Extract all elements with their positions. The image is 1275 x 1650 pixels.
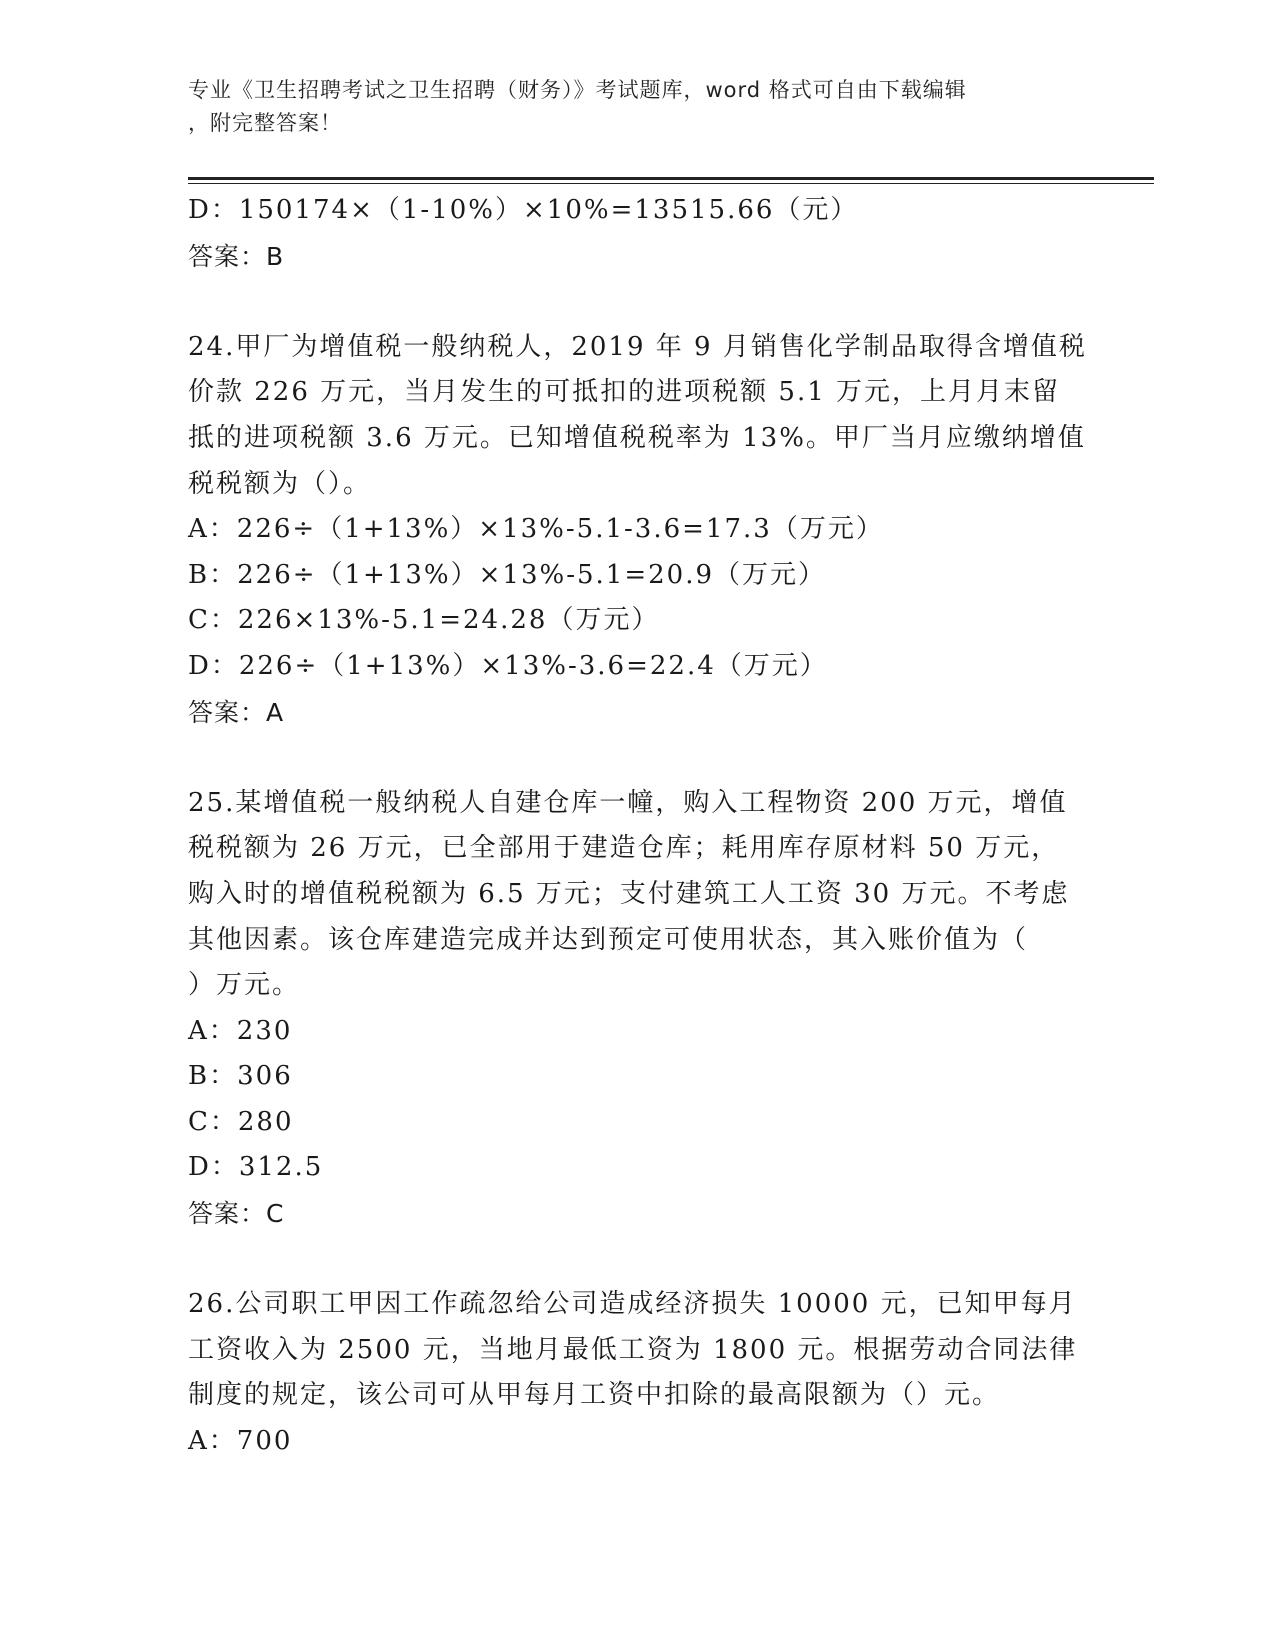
question-text-line: 制度的规定，该公司可从甲每月工资中扣除的最高限额为（）元。 — [188, 1380, 1001, 1411]
answer-line: 答案：A — [188, 697, 285, 727]
previous-question-tail — [188, 188, 1088, 279]
option-c: C：226×13%-5.1=24.28（万元） — [188, 605, 660, 636]
spacer — [188, 1237, 1088, 1283]
question-text-line: ）万元。 — [188, 970, 301, 1001]
option-d: D：312.5 — [188, 1152, 324, 1183]
option-b: B：226÷（1+13%）×13%-5.1=20.9（万元） — [188, 559, 827, 590]
spacer — [188, 735, 1088, 781]
answer-line: 答案：B — [188, 241, 285, 271]
question-text-line: 价款 226 万元，当月发生的可抵扣的进项税额 5.1 万元，上月月末留 — [188, 377, 1061, 408]
question-text-line: 24.甲厂为增值税一般纳税人，2019 年 9 月销售化学制品取得含增值税 — [188, 331, 1087, 362]
question-text-line: 抵的进项税额 3.6 万元。已知增值税税率为 13%。甲厂当月应缴纳增值 — [188, 422, 1086, 453]
question-text-line: 26.公司职工甲因工作疏忽给公司造成经济损失 10000 元，已知甲每月 — [188, 1289, 1077, 1320]
option-c: C：280 — [188, 1106, 294, 1137]
spacer — [188, 279, 1088, 325]
answer-line: 答案：C — [188, 1199, 285, 1229]
header-line-1: 专业《卫生招聘考试之卫生招聘（财务）》考试题库，word 格式可自由下载编辑 — [188, 78, 967, 102]
header-line-2: ，附完整答案！ — [188, 111, 342, 135]
option-b: B：306 — [188, 1061, 293, 1092]
question-26 — [188, 1282, 1088, 1464]
option-a: A：700 — [188, 1426, 293, 1457]
question-content — [188, 188, 1088, 1465]
option-d: D：150174×（1-10%）×10%=13515.66（元） — [188, 195, 859, 225]
header-divider-thick — [188, 177, 1154, 180]
question-25 — [188, 781, 1088, 1237]
option-d: D：226÷（1+13%）×13%-3.6=22.4（万元） — [188, 650, 828, 681]
question-text-line: 25.某增值税一般纳税人自建仓库一幢，购入工程物资 200 万元，增值 — [188, 787, 1068, 818]
option-a: A：230 — [188, 1015, 293, 1046]
question-text-line: 税税额为 26 万元，已全部用于建造仓库；耗用库存原材料 50 万元， — [188, 833, 1060, 864]
question-text-line: 购入时的增值税税额为 6.5 万元；支付建筑工人工资 30 万元。不考虑 — [188, 878, 1070, 909]
question-text-line: 其他因素。该仓库建造完成并达到预定可使用状态，其入账价值为（ — [188, 924, 1029, 955]
question-text-line: 税税额为（）。 — [188, 468, 372, 499]
header-divider-thin — [188, 183, 1154, 184]
question-text-line: 工资收入为 2500 元，当地月最低工资为 1800 元。根据劳动合同法律 — [188, 1334, 1078, 1365]
page-header — [188, 74, 1068, 140]
option-a: A：226÷（1+13%）×13%-5.1-3.6=17.3（万元） — [188, 514, 884, 545]
question-24 — [188, 325, 1088, 735]
